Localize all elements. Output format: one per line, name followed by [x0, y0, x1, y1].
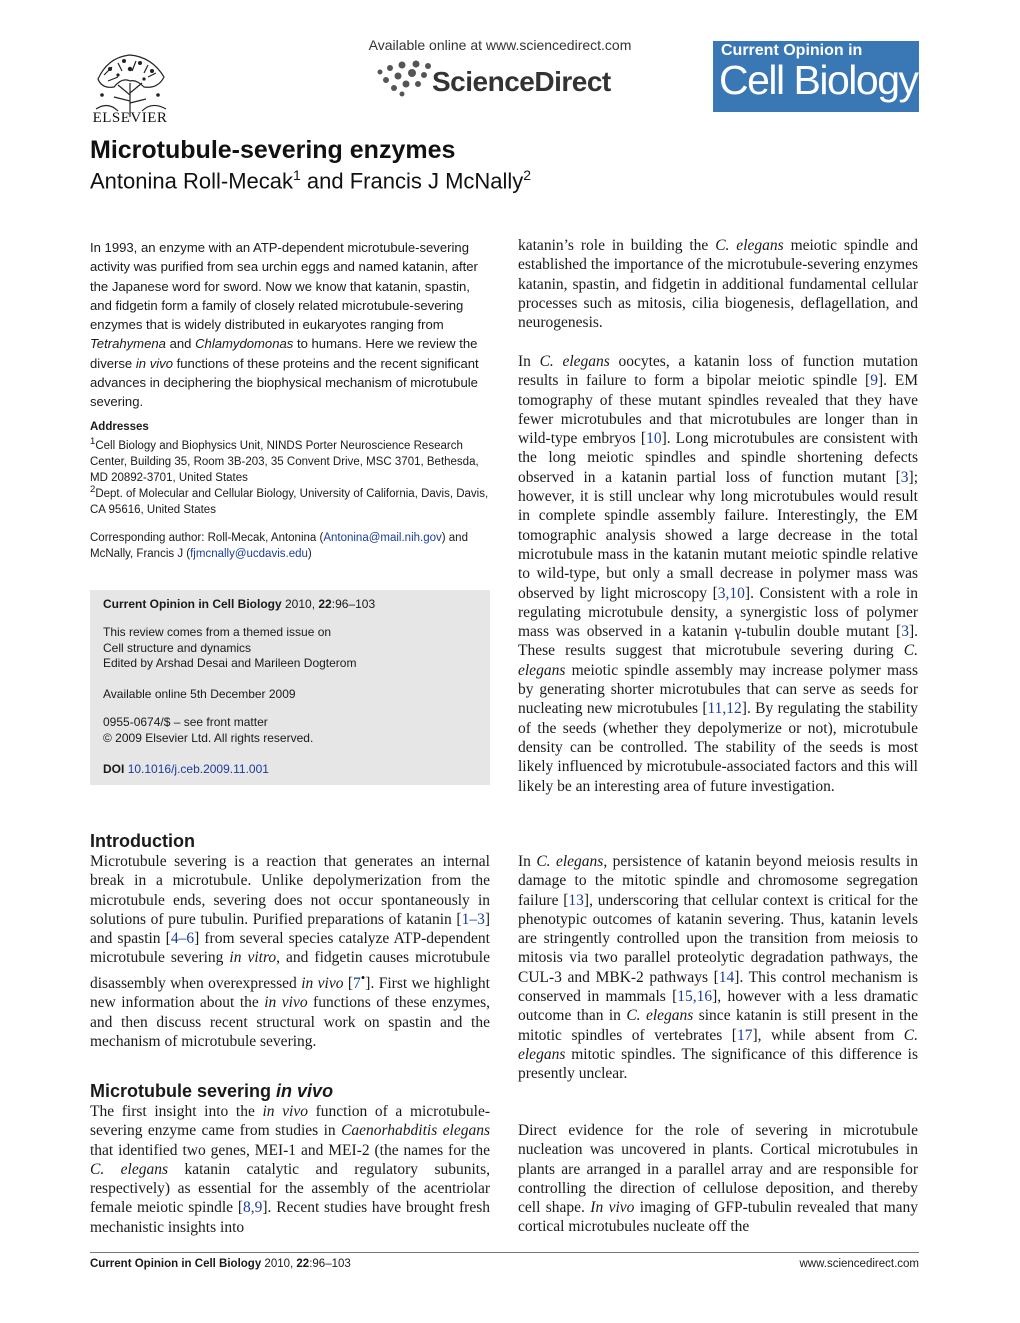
journal-badge — [713, 41, 919, 112]
citation-link[interactable]: 7 — [353, 974, 361, 992]
footer-divider — [90, 1252, 919, 1253]
info-doi: DOI 10.1016/j.ceb.2009.11.001 — [103, 762, 269, 776]
corresponding-author: Corresponding author: Roll-Mecak, Antonina (Antonina@mail.nih.gov) and McNally, Francis J (fjmcnally@ucdavis.edu) — [90, 532, 468, 561]
footer-citation: Current Opinion in Cell Biology 2010, 22:96–103 — [90, 1258, 351, 1270]
author-list — [90, 167, 531, 194]
author-2: Francis J McNally — [349, 168, 524, 194]
citation-link[interactable]: 11,12 — [707, 700, 742, 718]
right-paragraph-2: In C. elegans oocytes, a katanin loss of function mutation results in failure to form a bipolar meiotic spindle [9]. EM tomography of these mutant spindles revealed that they have fewer microtubules and that microtubules are longer than in wild-type embryos [10]. Long microtubules are consistent with the long meiotic spindles and spindle shortening defects observed in a katanin partial loss of function mutant [3]; however, it is still unclear why long microtubules would result in complete spindle assembly failure. Interestingly, the EM tomographic analysis showed a large decrease in the total microtubule mass in the katanin mutant meiotic spindle relative to wild-type, but only a small decrease in polymer mass was observed by light microscopy [3,10]. Consistent with a role in regulating microtubule density, a synergistic loss of polymer mass was observed in a katanin γ-tubulin double mutant [3]. These results suggest that microtubule severing during C. elegans meiotic spindle assembly may increase polymer mass by generating shorter microtubules that can serve as seeds for nucleating new microtubules [11,12]. By regulating the stability of the seeds (whether they depolymerize or not), microtubule density can be controlled. The stability of the seeds is most likely influenced by microtubule-associated factors and this will likely be an interesting area of future investigation. — [518, 353, 919, 795]
citation-link[interactable]: 8,9 — [243, 1199, 263, 1217]
citation-link[interactable]: 4–6 — [170, 930, 195, 948]
right-paragraph-1: katanin’s role in building the C. elegans meiotic spindle and established the importance of the microtubule-severing enzymes katanin, spastin, and fidgetin in additional fundamental cellular processes such as mitosis, cilia biogenesis, deflagellation, and neurogenesis. — [518, 237, 918, 332]
email-link-2[interactable]: fjmcnally@ucdavis.edu — [190, 548, 308, 561]
introduction-text: Microtubule severing is a reaction that generates an internal break in a microtubule. Unlike depolymerization from the microtubule ends, severing does not occur spontaneously in solutions of pure tubulin. Purified preparations of katanin [1–3] and spastin [4–6] from several species catalyze ATP-dependent microtubule severing in vitro, and fidgetin causes microtubule disassembly when overexpressed in vivo [7•]. First we highlight new information about the in vivo functions of these enzymes, and then discuss recent structural work on spastin and the mechanism of microtubule severing. — [90, 853, 491, 1050]
citation-link[interactable]: 13 — [568, 891, 584, 909]
info-theme: This review comes from a themed issue on Cell structure and dynamics Edited by Arshad Desai and Marileen Dogterom — [103, 625, 357, 671]
citation-link[interactable]: 1–3 — [461, 910, 485, 928]
available-online-note: Available online at www.sciencedirect.com — [368, 37, 632, 53]
info-citation: Current Opinion in Cell Biology 2010, 22:96–103 — [103, 597, 376, 611]
abstract: In 1993, an enzyme with an ATP-dependent microtubule-severing activity was purified from sea urchin eggs and named katanin, after the Japanese word for sword. Now we know that katanin, spastin, and fidgetin form a family of closely related microtubule-severing enzymes that is widely distributed in eukaryotes ranging from Tetrahymena and Chlamydomonas to humans. Here we review the diverse in vivo functions of these proteins and the recent significant advances in deciphering the biophysical mechanism of microtubule severing. — [90, 240, 479, 410]
author-2-affiliation: 2 — [523, 167, 532, 183]
journal-badge-line2: Cell Biology — [719, 57, 918, 103]
section-heading-introduction: Introduction — [90, 831, 195, 851]
right-paragraph-4: Direct evidence for the role of severing in microtubule nucleation was uncovered in plants. Cortical microtubules in plants are arranged in a parallel array and are responsible for controlling the direction of cellulose deposition, and thereby cell shape. In vivo imaging of GFP-tubulin revealed that many cortical microtubules nucleate off the — [518, 1122, 919, 1236]
footer-website-link[interactable]: www.sciencedirect.com — [799, 1258, 919, 1270]
citation-link[interactable]: 3 — [901, 623, 909, 641]
citation-link[interactable]: 15,16 — [677, 988, 713, 1006]
author-join: and — [300, 168, 350, 194]
doi-link[interactable]: 10.1016/j.ceb.2009.11.001 — [127, 762, 269, 776]
citation-link[interactable]: 17 — [736, 1026, 753, 1044]
citation-link[interactable]: 14 — [718, 968, 735, 986]
journal-badge-line1: Current Opinion in — [721, 42, 863, 59]
section-heading-severing-in-vivo: Microtubule severing in vivo — [90, 1081, 334, 1101]
citation-link[interactable]: 3,10 — [717, 584, 745, 602]
addresses-heading: Addresses — [90, 421, 149, 433]
citation-link[interactable]: 9 — [870, 372, 878, 390]
author-1-affiliation: 1 — [292, 167, 301, 183]
platform-name: ScienceDirect — [432, 66, 611, 97]
info-issn: 0955-0674/$ – see front matter © 2009 Elsevier Ltd. All rights reserved. — [103, 715, 314, 745]
address-1: $^1$Cell Biology and Biophysics Unit, NINDS Porter Neuroscience Research Center, Building 35, Room 3B-203, 35 Convent Drive, MSC 3701, Bethesda, MD 20892-3701, United States — [90, 436, 479, 485]
address-2: $^2$Dept. of Molecular and Cellular Biology, University of California, Davis, Davis, CA 95616, United States — [90, 484, 489, 517]
article-info-box — [90, 590, 490, 785]
author-1: Antonina Roll-Mecak — [90, 168, 293, 194]
article-title: Microtubule-severing enzymes — [90, 136, 456, 164]
citation-link[interactable]: 10 — [646, 430, 662, 448]
info-online-date: Available online 5th December 2009 — [103, 687, 296, 701]
email-link-1[interactable]: Antonina@mail.nih.gov — [323, 532, 442, 544]
right-paragraph-3: In C. elegans, persistence of katanin beyond meiosis results in damage to the mitotic spindle and chromosome segregation failure [13], underscoring that cellular context is critical for the phenotypic outcomes of katanin severing. Thus, katanin levels are stringently controlled upon the transition from meiosis to mitosis via two parallel proteolytic degradation pathways, the CUL-3 and MBK-2 pathways [14]. This control mechanism is conserved in mammals [15,16], however with a less dramatic outcome than in C. elegans since katanin is still present in the mitotic spindles of vertebrates [17], while absent from C. elegans mitotic spindles. The significance of this difference is presently unclear. — [518, 853, 919, 1083]
severing-text: The first insight into the in vivo function of a microtubule-severing enzyme came from studies in Caenorhabditis elegans that identified two genes, MEI-1 and MEI-2 (the names for the C. elegans katanin catalytic and regulatory subunits, respectively) as essential for the assembly of the acentriolar female meiotic spindle [8,9]. Recent studies have brought fresh mechanistic insights into — [90, 1103, 491, 1236]
citation-link[interactable]: 3 — [900, 468, 909, 486]
publisher-name: ELSEVIER — [92, 110, 168, 126]
